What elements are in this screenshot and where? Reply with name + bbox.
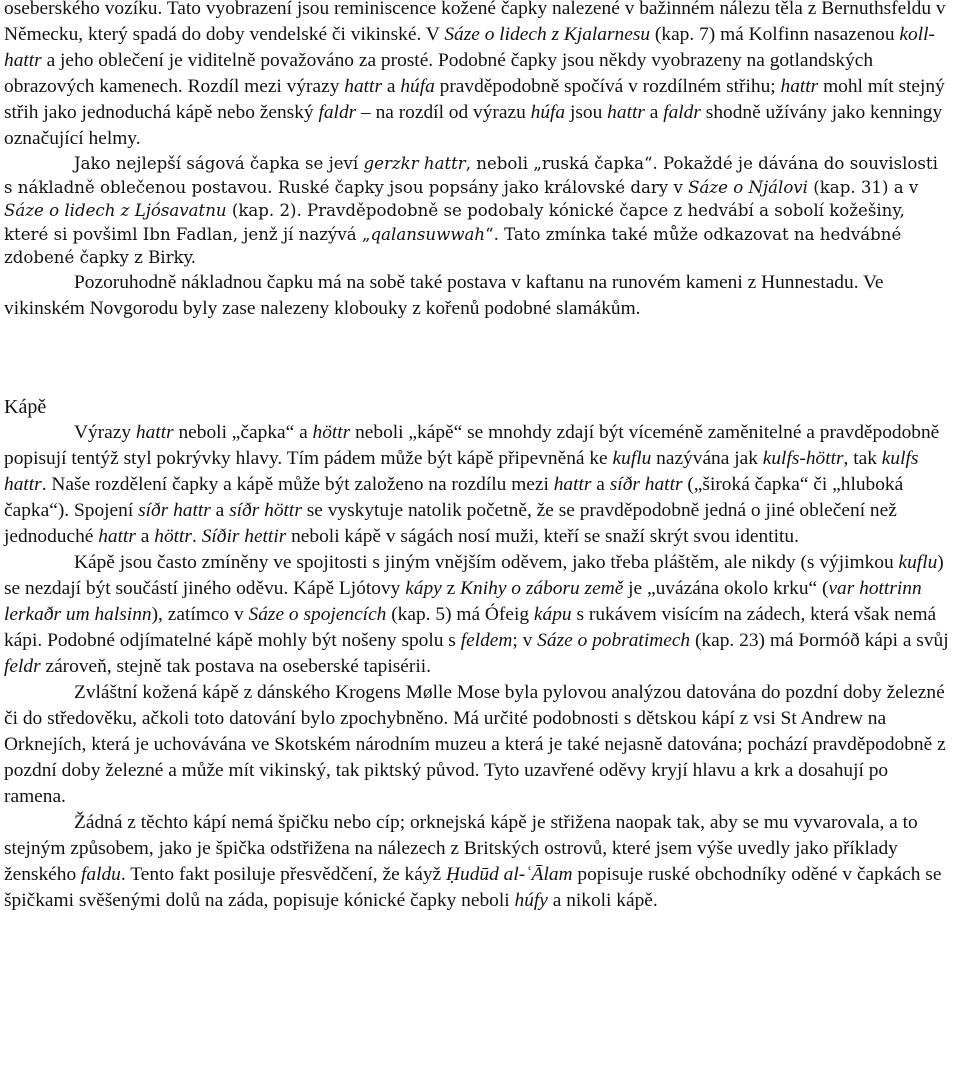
text-run: ), zatímco v	[151, 603, 249, 625]
text-run: neboli „čapka“ a	[173, 421, 313, 443]
italic-term: feldem	[460, 629, 513, 651]
italic-term: kuflu	[898, 551, 938, 573]
text-run: s rukávem visícím na zádech, která však nemá kápi. Podobné odjímatelné kápě mohly být nošeny spolu s	[4, 603, 937, 651]
italic-term: Sáze o lidech z Kjalarnesu	[444, 24, 651, 45]
italic-term: Sáze o spojencích	[248, 603, 387, 625]
italic-term: kápu	[533, 603, 572, 625]
text-run: , neboli „ruská čapka“. Pokaždé je dávána do souvislosti s nákladně oblečenou postavou. Ruské čapky jsou popsány jako královské dary v	[4, 154, 938, 197]
text-run: Výrazy	[74, 421, 136, 443]
text-run: (kap. 7) má Kolfinn nasazenou	[650, 24, 900, 45]
text-run: ; v	[512, 629, 538, 651]
paragraph	[4, 270, 950, 322]
text-run: a	[591, 473, 610, 495]
italic-term: síðr höttr	[229, 499, 302, 521]
text-run: nazývána jak	[651, 447, 763, 469]
italic-term: síðr hattr	[609, 473, 683, 495]
paragraph	[4, 152, 950, 270]
text-run: ) se nezdají být součástí jiného oděvu. Kápě Ljótovy	[4, 551, 944, 599]
italic-term: Knihy o záboru země	[460, 577, 624, 599]
italic-term: var hottrinn lerkaðr um halsinn	[4, 577, 922, 625]
text-run: . Naše rozdělení čapky a kápě může být založeno na rozdílu mezi	[41, 473, 554, 495]
text-run: “. Tato zmínka také může odkazovat na hedvábné zdobené čapky z Birky.	[4, 224, 902, 268]
italic-term: faldu	[81, 863, 121, 885]
italic-term: síðr hattr	[138, 499, 211, 521]
top-section	[4, 0, 950, 322]
text-run: Jako nejlepší ságová čapka se jeví	[74, 154, 364, 173]
italic-term: húfa	[400, 76, 435, 97]
italic-term: faldr	[318, 102, 357, 123]
section-heading: Kápě	[4, 395, 47, 418]
paragraph	[4, 680, 950, 810]
text-run: neboli „kápě“ se mnohdy zdají být víceméně zaměnitelné a pravděpodobně popisují tentýž styl pokrývky hlavy. Tím pádem může být kápě připevněná ke	[4, 421, 940, 469]
text-run: je „uvázána okolo krku“ (	[623, 577, 829, 599]
text-run: mohl mít stejný střih jako jednoduchá kápě nebo ženský	[4, 76, 945, 123]
italic-term: húfy	[514, 889, 548, 911]
italic-term: feldr	[4, 655, 41, 677]
italic-term: gerzkr hattr	[363, 154, 466, 173]
italic-term: kápy	[405, 577, 442, 599]
italic-term: hattr	[344, 76, 382, 97]
italic-term: koll-hattr	[4, 24, 935, 71]
text-run: shodně užívány jako kenningy označující helmy.	[4, 102, 943, 149]
italic-term: Sáze o lidech z Ljósavatnu	[4, 201, 227, 221]
italic-term: Sáze o Njálovi	[688, 177, 808, 197]
text-run: a jeho oblečení je viditelně považováno za prosté. Podobné čapky jsou někdy vyobrazeny na gotlandských obrazových kamenech. Rozdíl mezi výrazy	[4, 50, 874, 97]
italic-term: hattr	[607, 102, 645, 123]
text-run: . Tento fakt posiluje přesvědčení, že káyž	[120, 863, 446, 885]
text-run: Žádná z těchto kápí nemá špičku nebo cíp; orknejská kápě je střižena naopak tak, aby se mu vyvarovala, a to stejným způsobem, jako je špička odstřižena na nálezech z Britských ostrovů, které jsem výše uvedly jako příklady ženského	[4, 811, 918, 885]
italic-term: húfa	[530, 102, 566, 123]
italic-term: hattr	[98, 525, 136, 547]
text-run: neboli kápě v ságách nosí muži, kteří se snaží skrýt svou identitu.	[286, 525, 799, 547]
text-run: popisuje ruské obchodníky oděné v čapkách se špičkami svěšenými dolů na záda, popisuje kónické čapky neboli	[4, 863, 942, 911]
italic-term: Ḥudūd al-ʿĀlam	[446, 863, 573, 885]
text-run: pravděpodobně spočívá v rozdílném střihu;	[434, 76, 781, 97]
paragraph	[4, 810, 950, 914]
paragraph	[4, 0, 950, 152]
text-run: a nikoli kápě.	[547, 889, 658, 911]
italic-term: Sáze o pobratimech	[537, 629, 691, 651]
italic-term: kuflu	[612, 447, 652, 469]
text-run: , tak	[843, 447, 882, 469]
italic-term: kulfs hattr	[4, 447, 919, 495]
italic-term: hattr	[135, 421, 174, 443]
italic-term: hattr	[780, 76, 819, 97]
text-run: („široká čapka“ či „hluboká čapka“). Spojení	[4, 473, 904, 521]
italic-term: kulfs-höttr	[762, 447, 844, 469]
text-run: z	[441, 577, 461, 599]
text-run: (kap. 31) a v	[808, 177, 919, 197]
text-run: (kap. 2). Pravděpodobně se podobaly kónické čapce z hedvábí a sobolí kožešiny, které si povšiml Ibn Fadlan, jenž jí nazývá „	[4, 201, 905, 244]
paragraph	[4, 420, 950, 550]
text-run: – na rozdíl od výrazu	[356, 102, 531, 123]
italic-term: qalansuwwah	[370, 224, 486, 244]
text-run: zároveň, stejně tak postava na oseberské tapisérii.	[40, 655, 431, 677]
text-run: a	[210, 499, 230, 521]
text-run: a	[644, 102, 664, 123]
text-run: Zvláštní kožená kápě z dánského Krogens Mølle Mose byla pylovou analýzou datována do pozdní doby železné či do středověku, ačkoli toto datování bylo zpochybněno. Má určité podobnosti s dětskou kápí z vsi St Andrew na Orknejích, která je uchovávána ve Skotském národním muzeu a která je také nejasně datována; pochází pravděpodobně z pozdní doby železné a může mít vikinský, tak piktský původ. Tyto uzavřené oděvy kryjí hlavu a krk a dosahují po ramena.	[4, 681, 946, 807]
bottom-section	[4, 420, 950, 914]
text-run: Pozoruhodně nákladnou čapku má na sobě také postava v kaftanu na runovém kameni z Hunnestadu. Ve vikinském Novgorodu byly zase nalezeny klobouky z kořenů podobné slamákům.	[4, 271, 884, 319]
text-run: Kápě jsou často zmíněny ve spojitosti s jiným vnějším oděvem, jako třeba pláštěm, ale nikdy (s výjimkou	[74, 551, 899, 573]
italic-term: höttr	[312, 421, 351, 443]
text-run: (kap. 5) má Ófeig	[386, 603, 534, 625]
italic-term: faldr	[663, 102, 701, 123]
text-run: jsou	[565, 102, 608, 123]
paragraph	[4, 550, 950, 680]
text-run: oseberského vozíku. Tato vyobrazení jsou reminiscence kožené čapky nalezené v bažinném nálezu těla z Bernuthsfeldu v Německu, který spadá do doby vendelské či vikinské. V	[4, 0, 946, 45]
text-run: a	[382, 76, 401, 97]
text-run: a	[135, 525, 155, 547]
text-run: (kap. 23) má Þormóð kápi a svůj	[690, 629, 949, 651]
text-run: se vyskytuje natolik početně, že se pravděpodobně jedná o jiné oblečení než jednoduché	[4, 499, 897, 547]
italic-term: hattr	[553, 473, 592, 495]
text-run: .	[191, 525, 202, 547]
italic-term: höttr	[154, 525, 192, 547]
italic-term: Síðir hettir	[201, 525, 287, 547]
